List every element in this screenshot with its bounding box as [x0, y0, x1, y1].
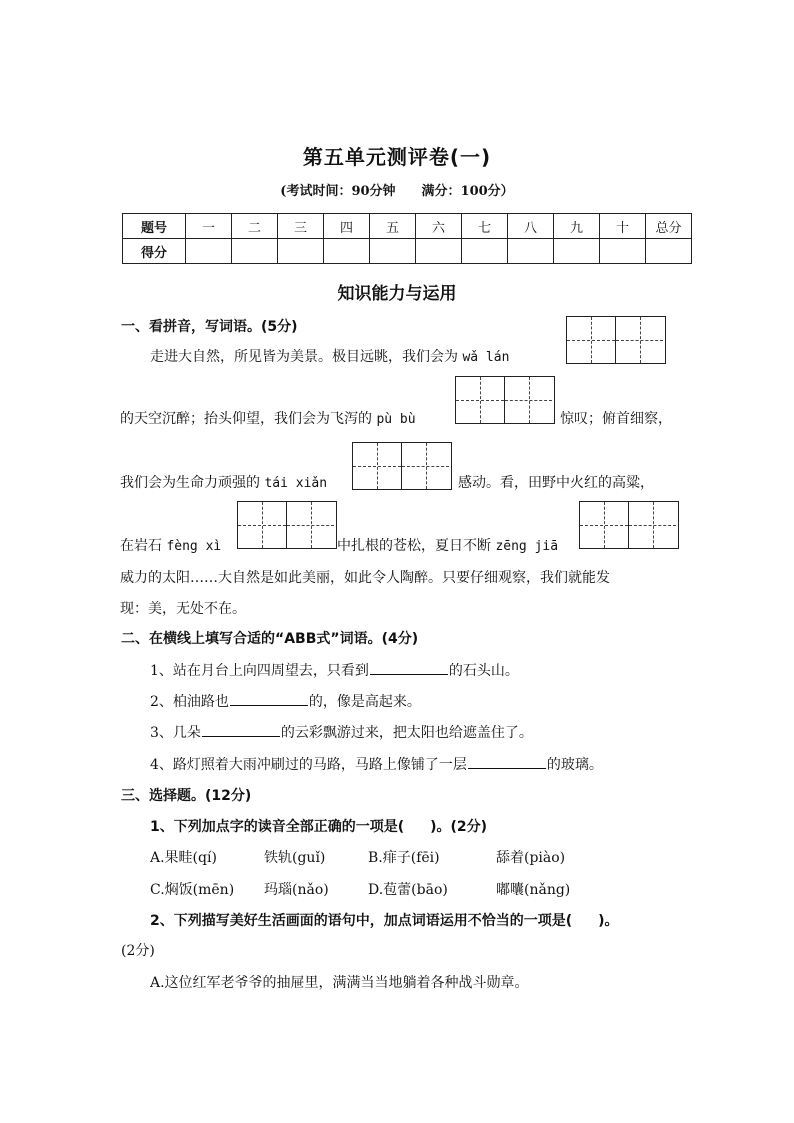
score-cell[interactable] [278, 239, 324, 264]
exam-full-score: 满分：100分） [421, 184, 514, 199]
q1-line-2: 的天空沉醉；抬头仰望，我们会为飞泻的 pù bù [120, 411, 416, 427]
pinyin-1: wǎ lán [462, 350, 510, 365]
q1-line-2-tail: 惊叹；俯首细察， [560, 411, 672, 427]
table-cell: 八 [508, 214, 554, 239]
answer-blank[interactable] [230, 691, 308, 706]
score-cell[interactable] [232, 239, 278, 264]
section-title: 知识能力与运用 [337, 284, 457, 304]
table-cell: 总分 [646, 214, 692, 239]
q1-heading: 一、看拼音，写词语。(5分) [121, 319, 298, 335]
option-a: A.果畦(qí) [150, 850, 217, 866]
table-cell: 七 [462, 214, 508, 239]
tianzige-box-3[interactable] [352, 442, 452, 490]
q2-item-3: 3、几朵 的云彩飘游过来，把太阳也给遮盖住了。 [150, 722, 533, 742]
q1-line-6: 现：美，无处不在。 [120, 601, 246, 617]
q1-line-4-mid: 中扎根的苍松，夏日不断 zēng jiā [337, 538, 559, 554]
pinyin-4: fèng xì [166, 539, 222, 554]
table-cell: 三 [278, 214, 324, 239]
q1-line-5: 威力的太阳……大自然是如此美丽，如此令人陶醉。只要仔细观察，我们就能发 [120, 570, 610, 586]
table-cell: 题号 [123, 214, 186, 239]
option-c: C.焖饭(mēn) [150, 882, 235, 898]
pinyin-2: pù bù [376, 412, 416, 427]
table-cell: 一 [186, 214, 232, 239]
option-b: B.痱子(fēi) [368, 850, 440, 866]
q1-line-4: 在岩石 fèng xì [120, 538, 222, 554]
answer-blank[interactable] [370, 660, 448, 675]
score-cell[interactable] [554, 239, 600, 264]
score-cell[interactable] [324, 239, 370, 264]
q1-line-3: 我们会为生命力顽强的 tái xiǎn [120, 475, 328, 491]
score-cell[interactable] [370, 239, 416, 264]
score-table-header-row [123, 214, 692, 239]
q2-heading: 二、在横线上填写合适的“ABB式”词语。(4分) [121, 631, 419, 647]
answer-blank[interactable] [468, 754, 546, 769]
score-cell[interactable] [646, 239, 692, 264]
q2-item-2: 2、柏油路也 的，像是高起来。 [150, 691, 421, 711]
q3-sub1-question: 1、下列加点字的读音全部正确的一项是( )。(2分) [150, 819, 488, 835]
score-cell[interactable] [462, 239, 508, 264]
page-title: 第五单元测评卷(一) [302, 145, 492, 169]
score-cell[interactable] [416, 239, 462, 264]
tianzige-box-5[interactable] [579, 501, 679, 549]
score-cell[interactable] [600, 239, 646, 264]
table-cell: 四 [324, 214, 370, 239]
pinyin-3: tái xiǎn [264, 476, 328, 491]
table-cell: 十 [600, 214, 646, 239]
pinyin-5: zēng jiā [495, 539, 559, 554]
table-cell: 二 [232, 214, 278, 239]
q2-item-4: 4、路灯照着大雨冲刷过的马路，马路上像铺了一层 的玻璃。 [150, 754, 603, 774]
q3-sub2-score: (2分) [121, 943, 155, 959]
tianzige-box-1[interactable] [566, 316, 666, 364]
exam-info [0, 180, 794, 199]
q3-sub2-option-a: A.这位红军老爷爷的抽屉里，满满当当地躺着各种战斗勋章。 [150, 975, 529, 991]
table-cell: 六 [416, 214, 462, 239]
score-cell[interactable] [508, 239, 554, 264]
option-c-word: 玛瑙(nǎo) [264, 882, 329, 898]
table-cell: 九 [554, 214, 600, 239]
q1-line-1: 走进大自然，所见皆为美景。极目远眺，我们会为 wǎ lán [150, 349, 510, 365]
q3-heading: 三、选择题。(12分) [121, 788, 252, 804]
q3-sub2-question: 2、下列描写美好生活画面的语句中，加点词语运用不恰当的一项是( )。 [150, 913, 619, 929]
option-b-word: 舔着(piào) [496, 850, 566, 866]
q2-item-1: 1、站在月台上向四周望去，只看到 的石头山。 [150, 660, 519, 680]
exam-time: (考试时间：90分钟 [280, 184, 396, 199]
option-d: D.苞蕾(bāo) [368, 882, 448, 898]
tianzige-box-4[interactable] [237, 501, 337, 549]
answer-blank[interactable] [202, 722, 280, 737]
tianzige-box-2[interactable] [455, 376, 555, 424]
table-cell: 五 [370, 214, 416, 239]
score-table [122, 213, 692, 264]
score-table-score-row [123, 239, 692, 264]
option-d-word: 嘟囔(nǎng) [496, 882, 571, 898]
table-cell: 得分 [123, 239, 186, 264]
q1-line-3-tail: 感动。看，田野中火红的高粱， [458, 475, 654, 491]
score-cell[interactable] [186, 239, 232, 264]
option-a-word: 铁轨(guǐ) [264, 850, 326, 866]
